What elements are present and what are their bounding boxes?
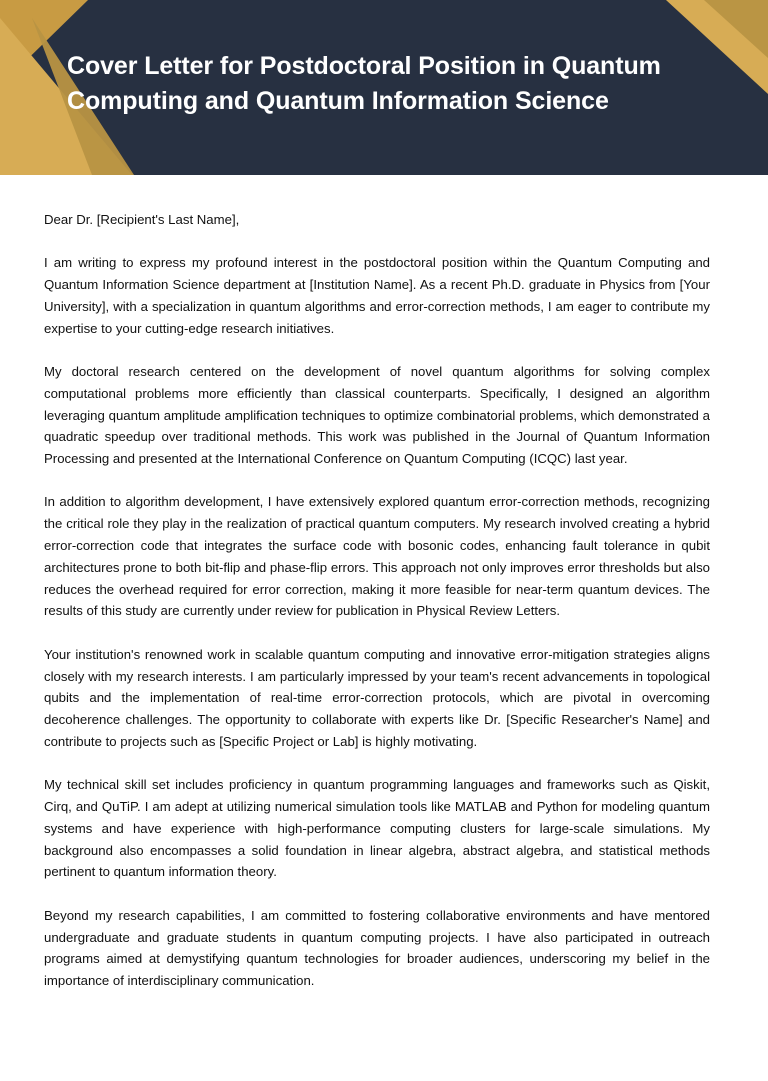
paragraph-doctoral-research: My doctoral research centered on the development of novel quantum algorithms for solving complex computational problems more efficiently than classical counterparts. Specifically, I designed an algorithm leveraging quantum amplitude amplification techniques to optimize combinatorial problems, which demonstrated a quadratic speedup over traditional methods. This work was published in the Journal of Quantum Information Processing and presented at the International Conference on Quantum Computing (ICQC) last year. — [44, 363, 710, 467]
paragraph-collaboration: Beyond my research capabilities, I am committed to fostering collaborative environments and have mentored undergraduate and graduate students in quantum computing projects. I have also participated in outreach programs aimed at demystifying quantum technologies for broader audiences, underscoring my belief in the importance of interdisciplinary communication. — [44, 907, 710, 989]
cover-letter-body — [44, 209, 710, 1013]
paragraph-error-correction: In addition to algorithm development, I have extensively explored quantum error-correction methods, recognizing the critical role they play in the realization of practical quantum computers. My research involved creating a hybrid error-correction code that integrates the surface code with bosonic codes, enhancing fault tolerance in qubit architectures prone to both bit-flip and phase-flip errors. This approach not only improves error thresholds but also reduces the overhead required for error correction, making it more feasible for near-term quantum devices. The results of this study are currently under review for publication in Physical Review Letters. — [44, 494, 710, 619]
document-header — [0, 0, 768, 175]
document-title: Cover Letter for Postdoctoral Position in Quantum Computing and Quantum Information Science — [67, 52, 661, 115]
paragraph-technical-skills: My technical skill set includes proficiency in quantum programming languages and frameworks such as Qiskit, Cirq, and QuTiP. I am adept at utilizing numerical simulation tools like MATLAB and Python for modeling quantum systems and have experience with high-performance computing clusters for large-scale simulations. My background also encompasses a solid foundation in linear algebra, abstract algebra, and statistical methods pertinent to quantum information theory. — [44, 777, 710, 880]
paragraph-institution-fit: Your institution's renowned work in scalable quantum computing and innovative error-mitigation strategies aligns closely with my research interests. I am particularly impressed by your team's recent advancements in topological qubits and the implementation of real-time error-correction protocols, which are pivotal in overcoming decoherence challenges. The opportunity to collaborate with experts like Dr. [Specific Researcher's Name] and contribute to projects such as [Specific Project or Lab] is highly motivating. — [44, 646, 710, 749]
salutation: Dear Dr. [Recipient's Last Name], — [44, 212, 240, 227]
paragraph-intro: I am writing to express my profound interest in the postdoctoral position within the Quantum Computing and Quantum Information Science department at [Institution Name]. As a recent Ph.D. graduate in Physics from [Your University], with a specialization in quantum algorithms and error-correction methods, I am eager to contribute my expertise to your cutting-edge research initiatives. — [44, 255, 710, 336]
